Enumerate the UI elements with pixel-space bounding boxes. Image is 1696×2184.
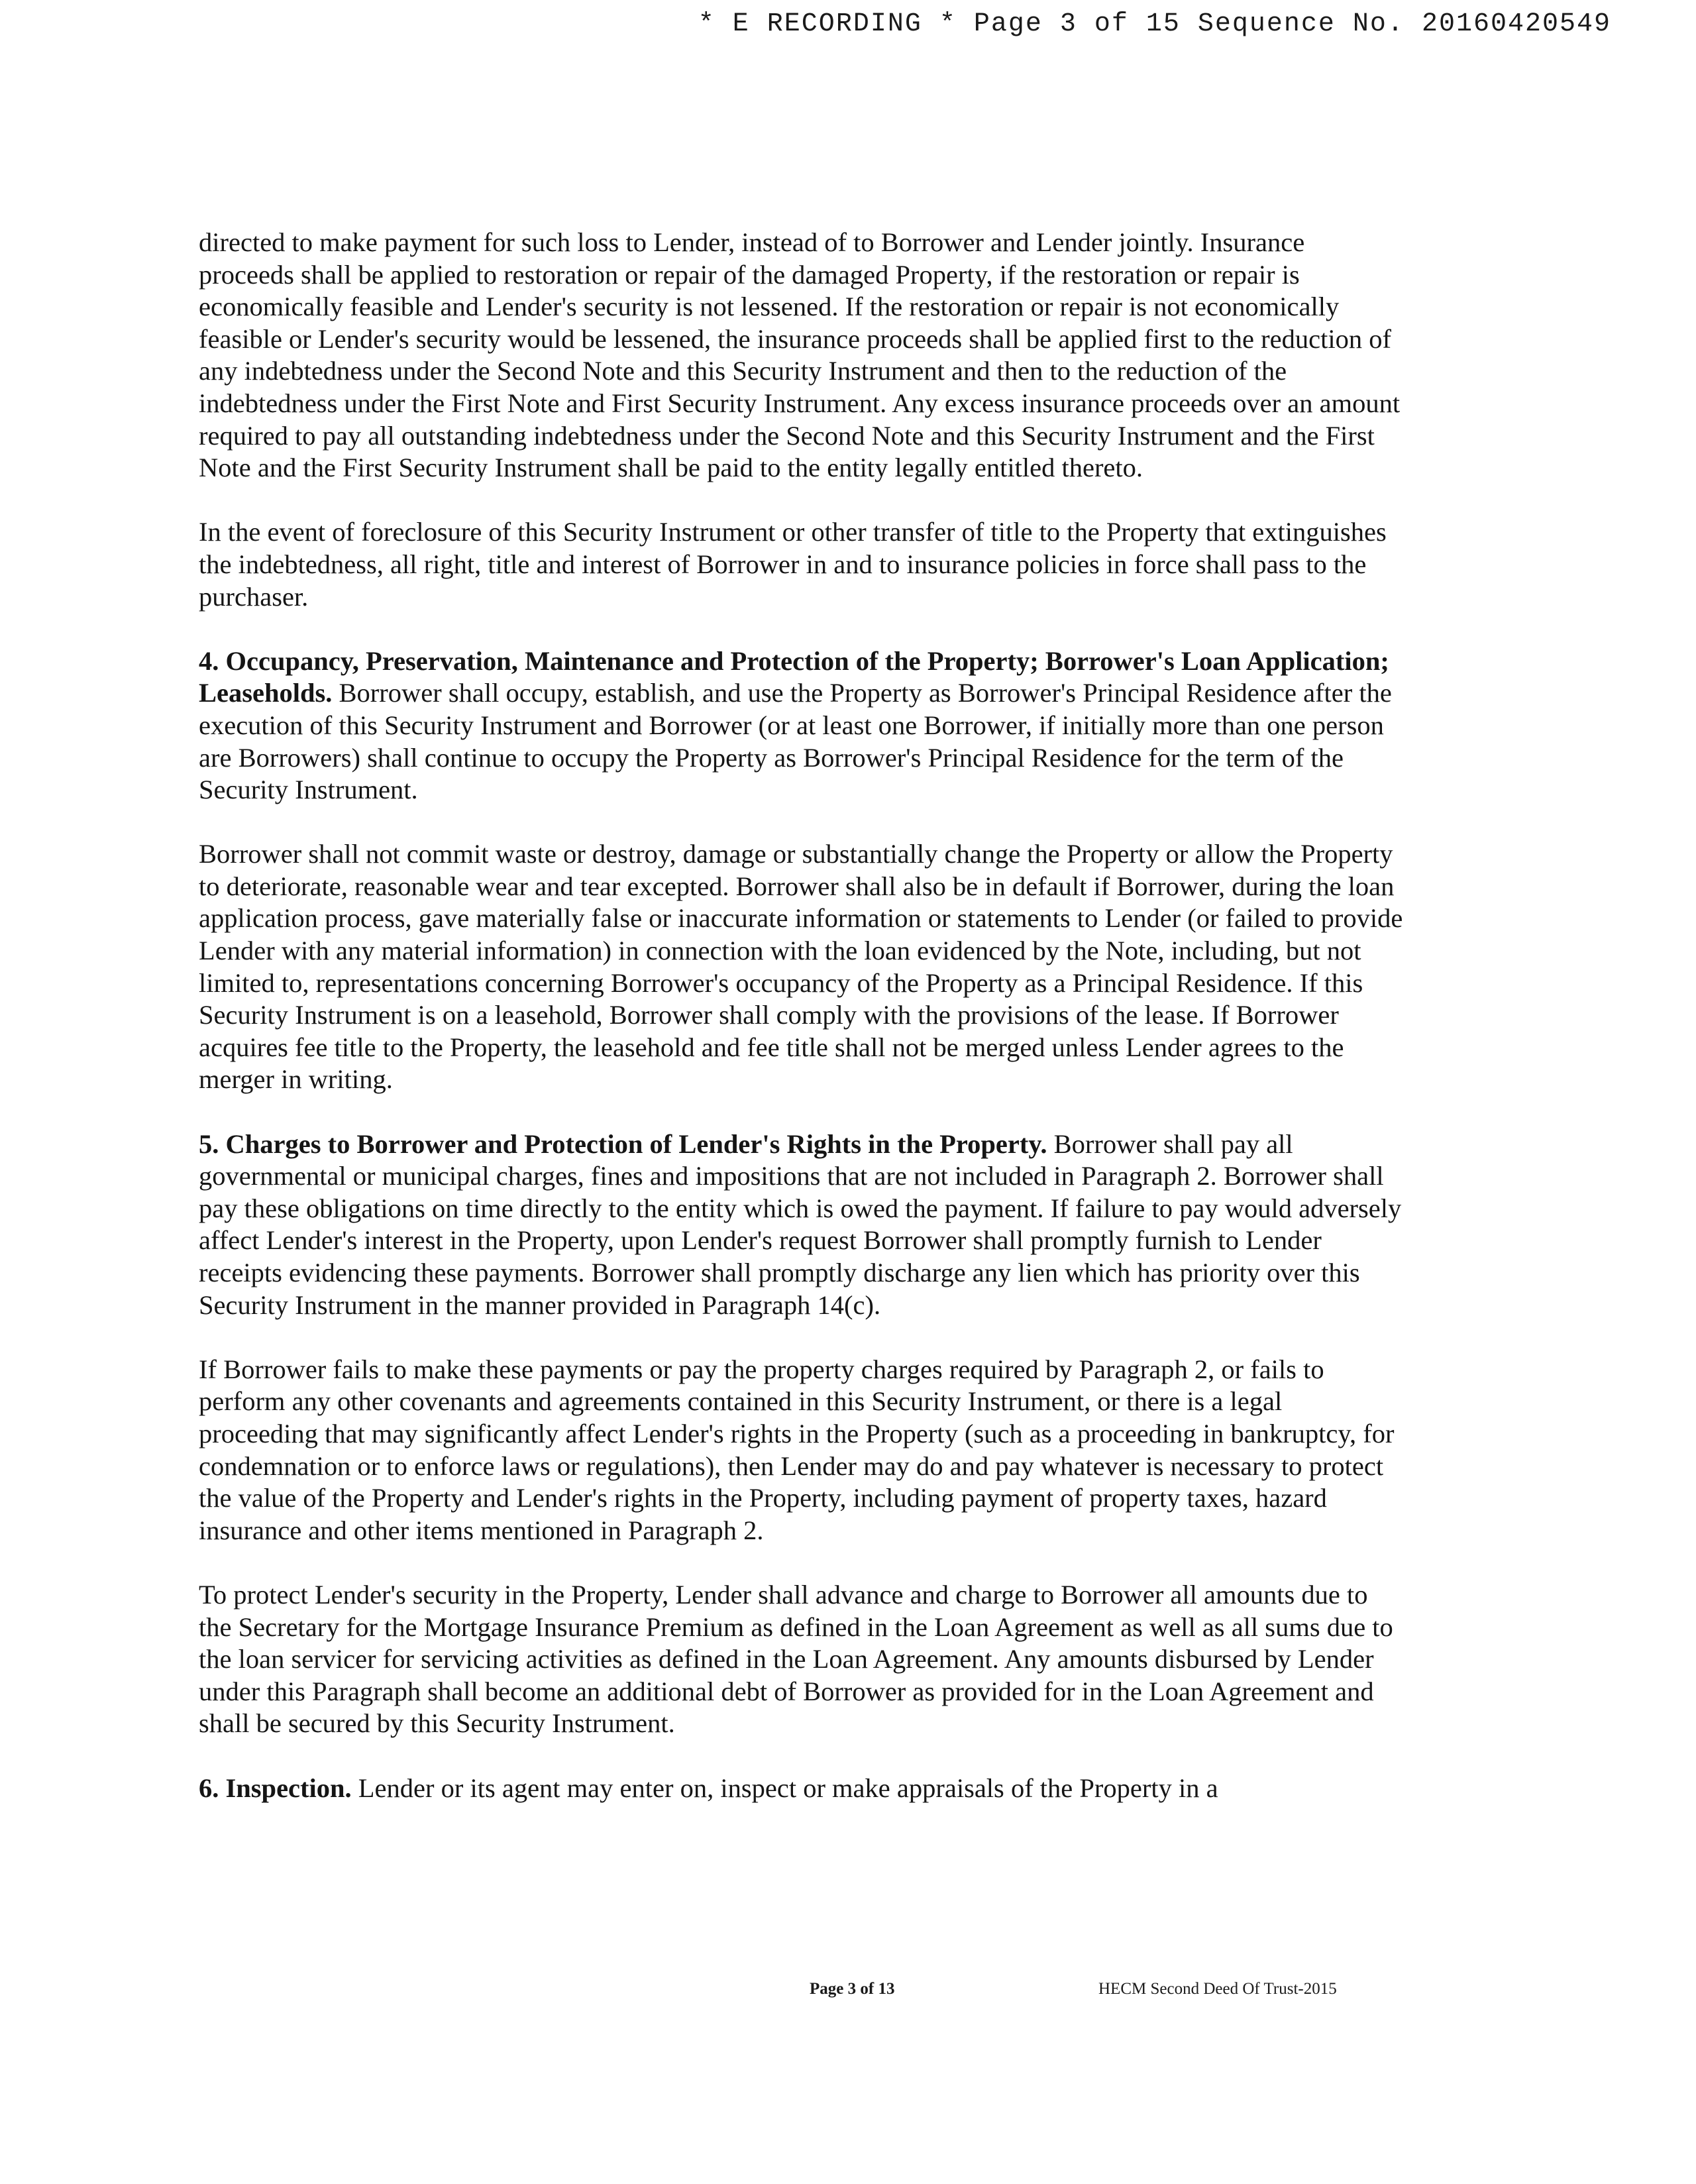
section-4-heading: 4. Occupancy, Preservation, Maintenance and Protection of the Property; Borrower's Loan Application; Leaseholds.	[199, 645, 1389, 708]
section-5-charges	[199, 1128, 1404, 1322]
section-6-inspection	[199, 1773, 1404, 1805]
footer-page-number: Page 3 of 13	[810, 1980, 895, 1998]
section-5-heading: 5. Charges to Borrower and Protection of Lender's Rights in the Property.	[199, 1128, 1047, 1159]
paragraph-insurance-proceeds: directed to make payment for such loss to Lender, instead of to Borrower and Lender jointly. Insurance proceeds shall be applied to restoration or repair of the damaged Property, if the restoration or repair is economically feasible and Lender's security is not lessened. If the restoration or repair is not economically feasible or Lender's security would be lessened, the insurance proceeds shall be applied first to the reduction of any indebtedness under the Second Note and this Security Instrument and then to the reduction of the indebtedness under the First Note and First Security Instrument. Any excess insurance proceeds over an amount required to pay all outstanding indebtedness under the Second Note and this Security Instrument and the First Note and the First Security Instrument shall be paid to the entity legally entitled thereto.	[199, 227, 1401, 483]
section-4-text: Borrower shall occupy, establish, and use the Property as Borrower's Principal Residence after the execution of this Security Instrument and Borrower (or at least one Borrower, if initially more than one person are Borrowers) shall continue to occupy the Property as Borrower's Principal Residence for the term of the Security Instrument.	[199, 678, 1392, 805]
recording-header: * E RECORDING * Page 3 of 15 Sequence No. 20160420549	[698, 9, 1611, 39]
paragraph-protect-security: To protect Lender's security in the Property, Lender shall advance and charge to Borrower all amounts due to the Secretary for the Mortgage Insurance Premium as defined in the Loan Agreement as well as all sums due to the loan servicer for servicing activities as defined in the Loan Agreement. Any amounts disbursed by Lender under this Paragraph shall become an additional debt of Borrower as provided for in the Loan Agreement and shall be secured by this Security Instrument.	[199, 1579, 1393, 1739]
section-6-heading: 6. Inspection.	[199, 1773, 352, 1803]
paragraph-waste-default: Borrower shall not commit waste or destroy, damage or substantially change the Property or allow the Property to deteriorate, reasonable wear and tear excepted. Borrower shall also be in default if Borrower, during the loan application process, gave materially false or inaccurate information or statements to Lender (or failed to provide Lender with any material information) in connection with the loan evidenced by the Note, including, but not limited to, representations concerning Borrower's occupancy of the Property as a Principal Residence. If this Security Instrument is on a leasehold, Borrower shall comply with the provisions of the lease. If Borrower acquires fee title to the Property, the leasehold and fee title shall not be merged unless Lender agrees to the merger in writing.	[199, 839, 1403, 1095]
footer-form-name: HECM Second Deed Of Trust-2015	[1098, 1980, 1337, 1998]
section-4-occupancy	[199, 645, 1404, 806]
paragraph-foreclosure-transfer: In the event of foreclosure of this Security Instrument or other transfer of title to the Property that extinguishes the indebtedness, all right, title and interest of Borrower in and to insurance policies in force shall pass to the purchaser.	[199, 517, 1387, 612]
paragraph-borrower-fails: If Borrower fails to make these payments or pay the property charges required by Paragraph 2, or fails to perform any other covenants and agreements contained in this Security Instrument, or there is a legal proceeding that may significantly affect Lender's rights in the Property (such as a proceeding in bankruptcy, for condemnation or to enforce laws or regulations), then Lender may do and pay whatever is necessary to protect the value of the Property and Lender's rights in the Property, including payment of property taxes, hazard insurance and other items mentioned in Paragraph 2.	[199, 1354, 1395, 1545]
document-body	[199, 227, 1404, 1804]
section-6-text: Lender or its agent may enter on, inspect or make appraisals of the Property in a	[358, 1773, 1218, 1803]
section-5-text: Borrower shall pay all governmental or municipal charges, fines and impositions that are not included in Paragraph 2. Borrower shall pay these obligations on time directly to the entity which is owed the payment. If failure to pay would adversely affect Lender's interest in the Property, upon Lender's request Borrower shall promptly furnish to Lender receipts evidencing these payments. Borrower shall promptly discharge any lien which has priority over this Security Instrument in the manner provided in Paragraph 14(c).	[199, 1128, 1402, 1320]
